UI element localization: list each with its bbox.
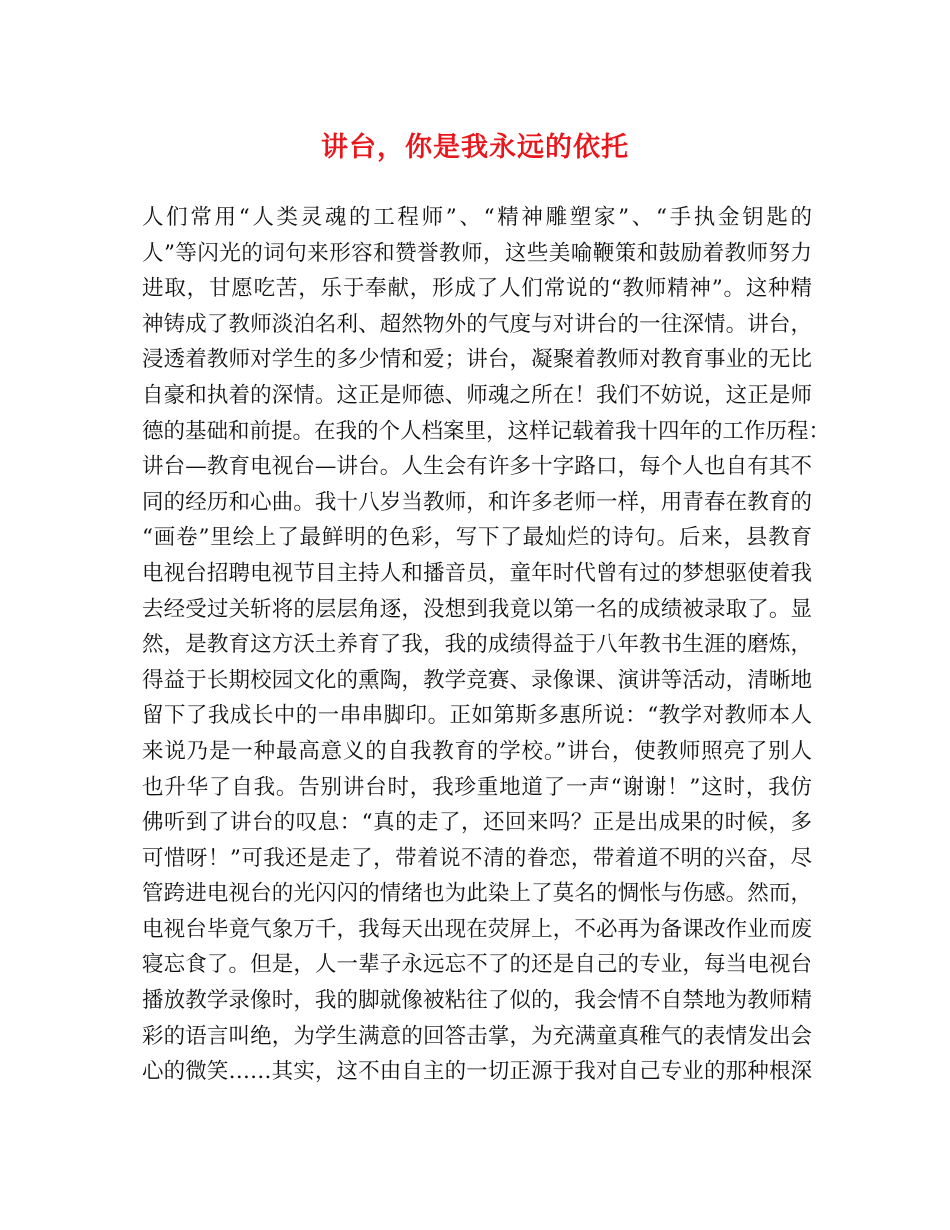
body-line: 自豪和执着的深情。这正是师德、师魂之所在！我们不妨说，这正是师 <box>142 382 812 408</box>
body-line: 讲台—教育电视台—讲台。人生会有许多十字路口，每个人也自有其不 <box>142 454 812 480</box>
body-line: 管跨进电视台的光闪闪的情绪也为此染上了莫名的惆怅与伤感。然而， <box>142 881 812 907</box>
body-line: 神铸成了教师淡泊名利、超然物外的气度与对讲台的一往深情。讲台， <box>142 311 812 337</box>
body-line: 也升华了自我。告别讲台时，我珍重地道了一声“谢谢！”这时，我仿 <box>142 774 812 800</box>
body-line: 然，是教育这方沃土养育了我，我的成绩得益于八年教书生涯的磨炼， <box>142 632 812 658</box>
body-line: 电视台毕竟气象万千，我每天出现在荧屏上，不必再为备课改作业而废 <box>142 916 812 942</box>
document-body <box>142 200 831 1090</box>
body-line: 人”等闪光的词句来形容和赞誉教师，这些美喻鞭策和鼓励着教师努力 <box>142 240 812 266</box>
body-line: 来说乃是一种最高意义的自我教育的学校。”讲台，使教师照亮了别人 <box>142 738 812 764</box>
body-line: 电视台招聘电视节目主持人和播音员，童年时代曾有过的梦想驱使着我 <box>142 560 812 586</box>
body-line: 寝忘食了。但是，人一辈子永远忘不了的还是自己的专业，每当电视台 <box>142 952 812 978</box>
body-line: 去经受过关斩将的层层角逐，没想到我竟以第一名的成绩被录取了。显 <box>142 596 812 622</box>
body-line: 可惜呀！”可我还是走了，带着说不清的眷恋，带着道不明的兴奋，尽 <box>142 845 812 871</box>
body-line: 心的微笑……其实，这不由自主的一切正源于我对自己专业的那种根深 <box>142 1059 812 1085</box>
body-line: 留下了我成长中的一串串脚印。正如第斯多惠所说：“教学对教师本人 <box>142 703 812 729</box>
body-line: 播放教学录像时，我的脚就像被粘往了似的，我会情不自禁地为教师精 <box>142 988 812 1014</box>
document-title: 讲台，你是我永远的依托 <box>321 132 629 163</box>
body-line: 德的基础和前提。在我的个人档案里，这样记载着我十四年的工作历程： <box>142 418 831 444</box>
body-line: 彩的语言叫绝，为学生满意的回答击掌，为充满童真稚气的表情发出会 <box>142 1023 812 1049</box>
body-line: 同的经历和心曲。我十八岁当教师，和许多老师一样，用青春在教育的 <box>142 489 812 515</box>
body-line: 浸透着教师对学生的多少情和爱；讲台，凝聚着教师对教育事业的无比 <box>142 347 812 373</box>
body-line: 人们常用“人类灵魂的工程师”、“精神雕塑家”、“手执金钥匙的 <box>142 205 812 230</box>
body-line: 得益于长期校园文化的熏陶，教学竞赛、录像课、演讲等活动，清晰地 <box>142 667 812 693</box>
body-line: 佛听到了讲台的叹息：“真的走了，还回来吗？正是出成果的时候，多 <box>142 810 812 836</box>
body-line: “画卷”里绘上了最鲜明的色彩，写下了最灿烂的诗句。后来，县教育 <box>142 525 812 551</box>
body-line: 进取，甘愿吃苦，乐于奉献，形成了人们常说的“教师精神”。这种精 <box>142 276 812 302</box>
